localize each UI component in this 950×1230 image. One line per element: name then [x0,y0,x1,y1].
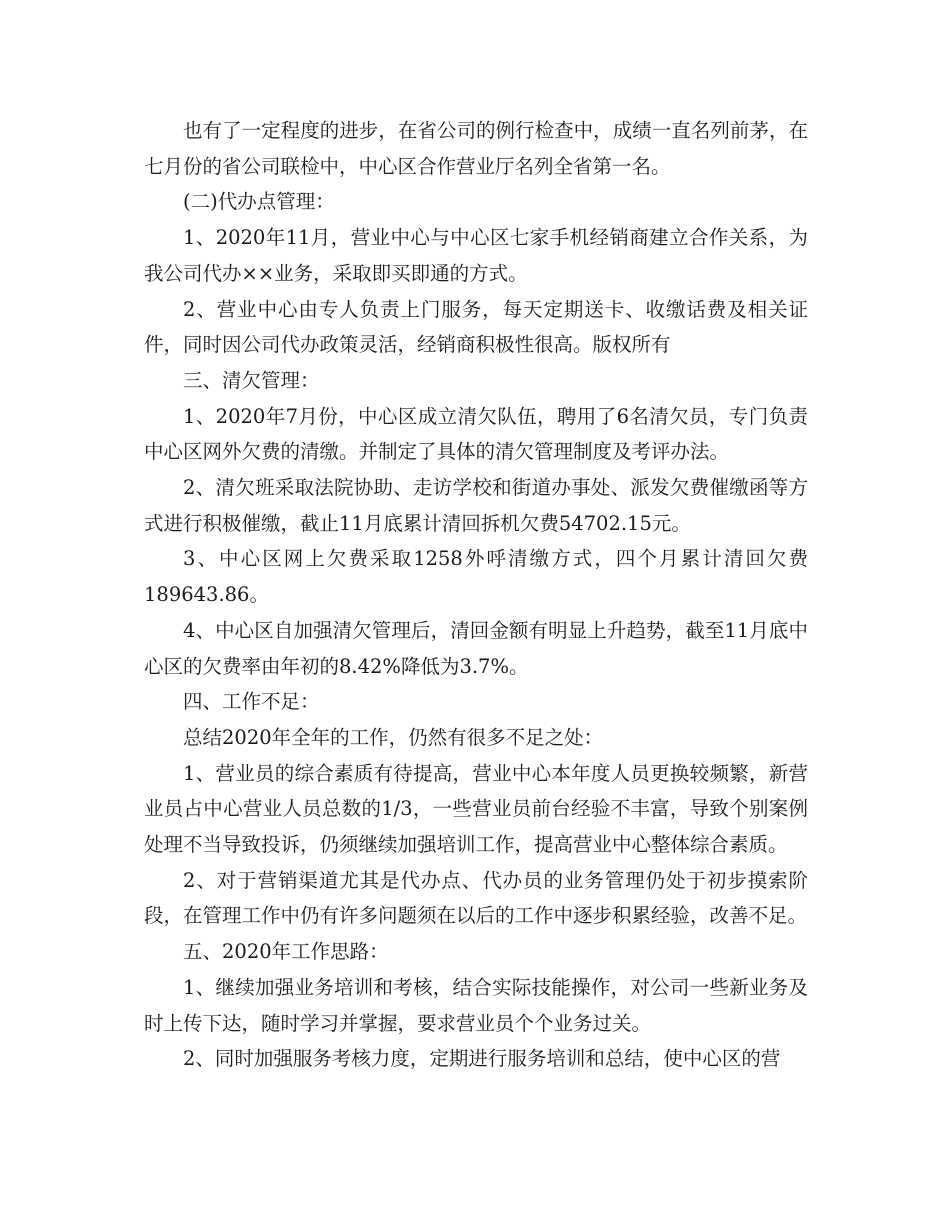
paragraph: 2、清欠班采取法院协助、走访学校和街道办事处、派发欠费催缴函等方式进行积极催缴，截止11月底累计清回拆机欠费54702.15元。 [144,476,808,535]
paragraph: 1、继续加强业务培训和考核，结合实际技能操作，对公司一些新业务及时上传下达，随时学习并掌握，要求营业员个个业务过关。 [144,975,808,1035]
paragraph: 2、同时加强服务考核力度，定期进行服务培训和总结，使中心区的营 [183,1047,781,1071]
paragraph: 也有了一定程度的进步，在省公司的例行检查中，成绩一直名列前茅，在七月份的省公司联检中，中心区合作营业厅名列全省第一名。 [144,119,808,178]
paragraph: 1、2020年7月份，中心区成立清欠队伍，聘用了6名清欠员，专门负责中心区网外欠费的清缴。并制定了具体的清欠管理制度及考评办法。 [144,404,808,464]
document-body [144,113,808,1077]
paragraph: 1、营业员的综合素质有待提高，营业中心本年度人员更换较频繁，新营业员占中心营业人员总数的1/3，一些营业员前台经验不丰富，导致个别案例处理不当导致投诉，仍须继续加强培训工作，提高营业中心整体综合素质。 [144,761,808,857]
paragraph: 2、对于营销渠道尤其是代办点、代办员的业务管理仍处于初步摸索阶段，在管理工作中仍有许多问题须在以后的工作中逐步积累经验，改善不足。 [144,868,808,928]
section-heading: 四、工作不足： [183,690,320,714]
paragraph: 1、2020年11月，营业中心与中心区七家手机经销商建立合作关系，为我公司代办××业务，采取即买即通的方式。 [144,226,808,285]
paragraph: 2、营业中心由专人负责上门服务，每天定期送卡、收缴话费及相关证件，同时因公司代办政策灵活，经销商积极性很高。版权所有 [144,297,808,357]
paragraph: 4、中心区自加强清欠管理后，清回金额有明显上升趋势，截至11月底中心区的欠费率由年初的8.42%降低为3.7%。 [144,618,808,678]
section-heading: (二)代办点管理： [183,190,335,214]
paragraph: 总结2020年全年的工作，仍然有很多不足之处： [183,725,604,749]
paragraph: 3、中心区网上欠费采取1258外呼清缴方式，四个月累计清回欠费189643.86。 [144,547,808,607]
section-heading: 三、清欠管理： [183,368,320,392]
section-heading: 五、2020年工作思路： [183,940,389,964]
